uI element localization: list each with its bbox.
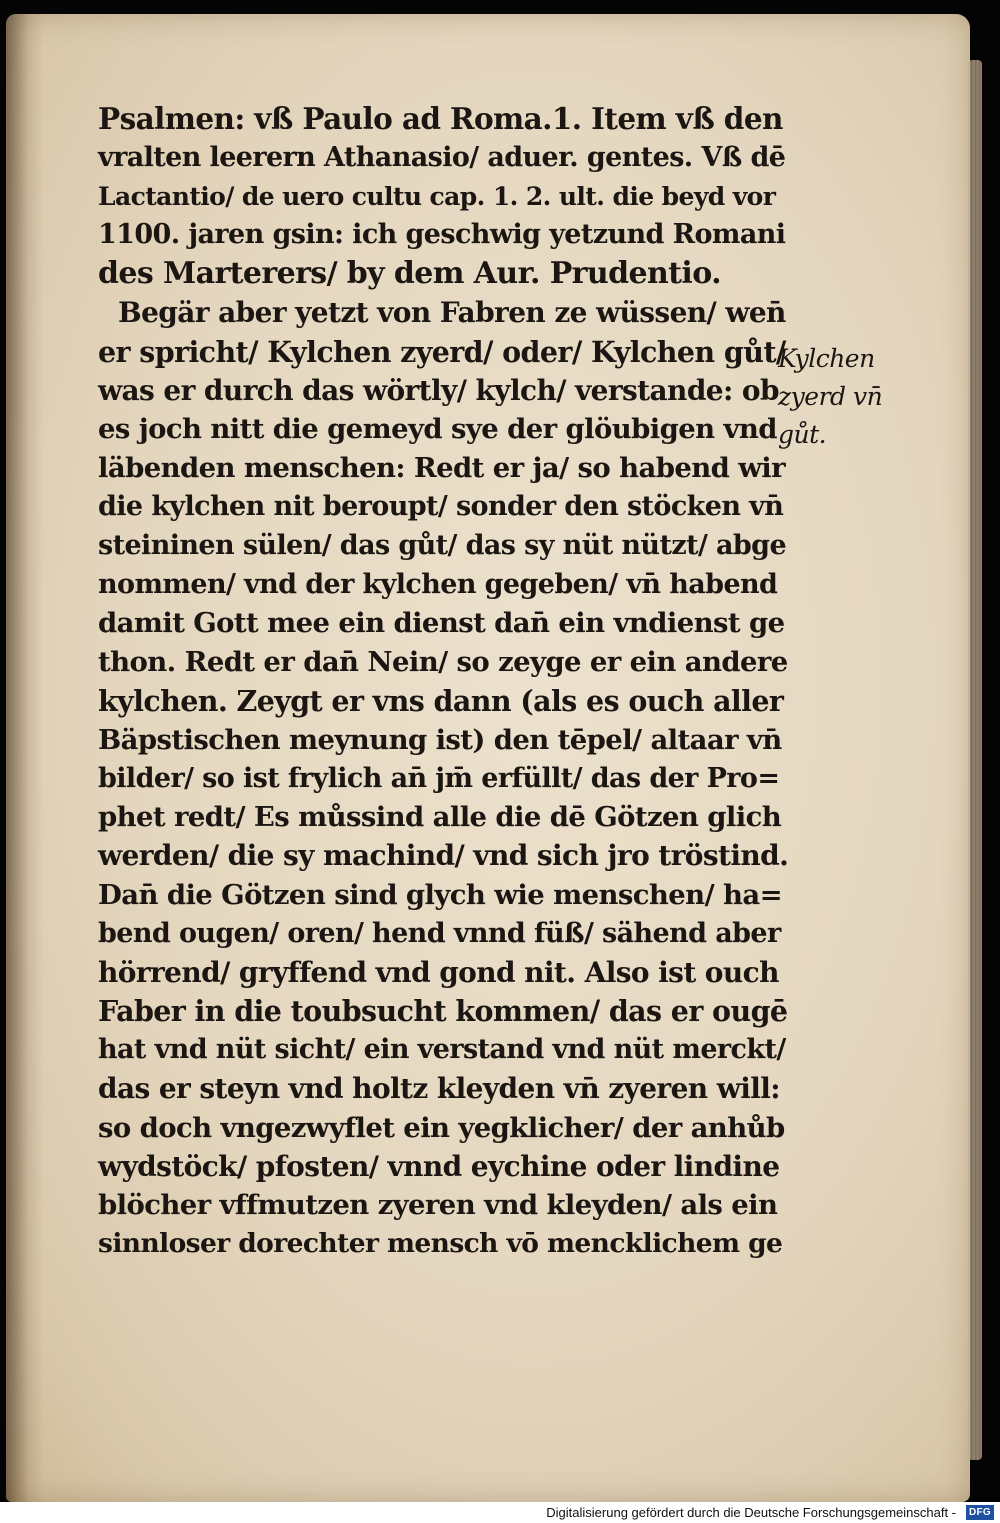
text-line: nommen/ vnd der kylchen gegeben/ vn̄ habend	[98, 568, 778, 600]
text-line: was er durch das wörtly/ kylch/ verstande: ob	[98, 373, 779, 407]
text-line: Dan̄ die Götzen sind glych wie menschen/ ha=	[98, 878, 783, 911]
text-line: bend ougen/ oren/ hend vnnd füß/ sähend aber	[98, 917, 781, 949]
marginal-note-line: Kylchen	[778, 344, 875, 373]
text-line: er spricht/ Kylchen zyerd/ oder/ Kylchen gůt/	[98, 334, 786, 369]
text-line: Lactantio/ de uero cultu cap. 1. 2. ult. die beyd vor	[98, 181, 776, 211]
dfg-logo: DFG	[966, 1505, 994, 1520]
text-line: 1100. jaren gsin: ich geschwig yetzund Romani	[98, 219, 786, 251]
page-edges	[968, 60, 982, 1460]
marginal-note	[778, 340, 908, 454]
text-line: wydstöck/ pfosten/ vnnd eychine oder lindine	[98, 1149, 780, 1183]
text-line: damit Gott mee ein dienst dan̄ ein vndienst ge	[98, 607, 785, 640]
text-line: Bäpstischen meynung ist) den tēpel/ altaar vn̄	[98, 723, 782, 756]
text-line: des Marterers/ by dem Aur. Prudentio.	[98, 256, 721, 292]
text-line: thon. Redt er dan̄ Nein/ so zeyge er ein andere	[98, 646, 788, 679]
text-line: phet redt/ Es můssind alle die dē Götzen glich	[98, 801, 782, 834]
text-line: so doch vngezwyflet ein yegklicher/ der anhůb	[98, 1111, 785, 1144]
text-line: sinnloser dorechter mensch vō mencklichem ge	[98, 1228, 783, 1260]
text-line: kylchen. Zeygt er vns dann (als es ouch aller	[98, 683, 784, 718]
text-line: die kylchen nit beroupt/ sonder den stöcken vn̄	[98, 490, 784, 522]
marginal-note-line: zyerd vn̄	[778, 382, 883, 411]
text-line: vralten leerern Athanasio/ aduer. gentes. Vß dē	[98, 141, 786, 173]
digitization-footer	[0, 1502, 1000, 1523]
text-line: Psalmen: vß Paulo ad Roma.1. Item vß den	[98, 101, 783, 136]
text-line: Faber in die toubsucht kommen/ das er ougē	[98, 994, 788, 1029]
text-line: läbenden menschen: Redt er ja/ so habend wir	[98, 452, 786, 485]
main-text-block	[98, 100, 789, 1264]
text-line: hat vnd nüt sicht/ ein verstand vnd nüt merckt/	[98, 1034, 786, 1066]
funding-credit: Digitalisierung gefördert durch die Deutsche Forschungsgemeinschaft -	[546, 1505, 956, 1520]
text-line: hörrend/ gryffend vnd gond nit. Also ist ouch	[98, 955, 779, 989]
text-line: das er steyn vnd holtz kleyden vn̄ zyeren will:	[98, 1071, 781, 1105]
text-line: steininen sülen/ das gůt/ das sy nüt nützt/ abge	[98, 529, 787, 561]
text-line: bilder/ so ist frylich an̄ jm̄ erfüllt/ das der Pro=	[98, 762, 780, 794]
text-line: blöcher vffmutzen zyeren vnd kleyden/ als ein	[98, 1189, 778, 1222]
page-gutter-shadow	[6, 14, 44, 1502]
paragraph-start-line: Begär aber yetzt von Fabren ze wüssen/ wen̄	[118, 295, 786, 329]
marginal-note-line: gůt.	[778, 420, 827, 449]
text-line: werden/ die sy machind/ vnd sich jro tröstind.	[98, 839, 789, 873]
text-line: es joch nitt die gemeyd sye der glöubigen vnd	[98, 413, 777, 446]
